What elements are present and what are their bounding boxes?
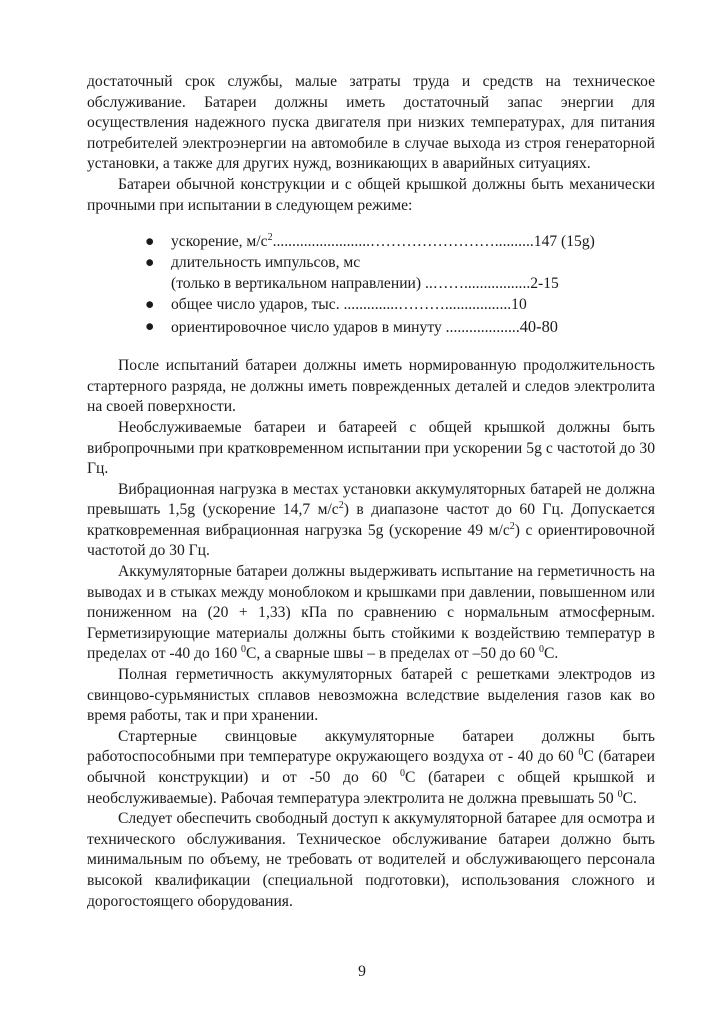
- bullet-icon: ●: [145, 317, 155, 335]
- list-item-acceleration: ● ускорение, $м/с^2.........................\dots\dots\dots\dots\dots\dots\dots\dots..........147$ (15g): [145, 232, 655, 253]
- page-number: 9: [358, 963, 366, 980]
- paragraph-mechanical-strength: Батареи обычной конструкции и с общей крышкой должны быть механически прочными при испытании в следующем режиме:: [87, 175, 655, 214]
- paragraph-vibration-load: Вибрационная нагрузка в местах установки аккумуляторных батарей не должна превышать 1,5g (ускорение 14,7 $м/с^2$) в диапазоне частот до 60 Гц. Допускается кратковременная вибрационная нагрузка 5g (ускорение 49 $м/с^2$) с ориентировочной частотой до 30 Гц.: [87, 480, 655, 560]
- paragraph-full-tightness: Полная герметичность аккумуляторных батарей с решетками электродов из свинцово-сурьмянистых сплавов невозможна вследствие выделения газов как во время работы, так и при хранении.: [87, 666, 655, 725]
- bullet-icon: ●: [145, 254, 155, 272]
- paragraph-service-life: достаточный срок службы, малые затраты труда и средств на техническое обслуживание. Батареи должны иметь достаточный запас энергии для осуществления надежного пуска двигателя при низких температурах, для питания потребителей электроэнергии на автомобиле в случае выхода из строя генераторной установки, а также для других нужд, возникающих в аварийных ситуациях.: [87, 73, 655, 173]
- list-item-pulse-duration-continued: (только в вертикальном направлении) ..…….................2-15: [171, 275, 559, 293]
- document-page: [87, 72, 655, 912]
- paragraph-operating-temperature: Стартерные свинцовые аккумуляторные батареи должны быть работоспособными при температуре окружающего воздуха от - 40 до 60 $^0$С (батареи обычной конструкции) и от -50 до 60 $^0$С (батареи с общей крышкой и необслуживаемые). Рабочая температура электролита не должна превышать 50 $^0$С.: [87, 727, 655, 807]
- bullet-icon: ●: [145, 233, 155, 251]
- bullet-icon: ●: [145, 296, 155, 314]
- test-mode-list: [87, 232, 655, 338]
- list-item-total-impacts: ● общее число ударов, тыс. ..............……….................10: [145, 295, 655, 316]
- list-item-pulse-duration: ● длительность импульсов, мс: [145, 253, 655, 274]
- paragraph-after-tests: После испытаний батареи должны иметь нормированную продолжительность стартерного разряда, не должны иметь поврежденных деталей и следов электролита на своей поверхности.: [87, 357, 655, 416]
- paragraph-maintenance-free: Необслуживаемые батареи и батареей с общей крышкой должны быть вибропрочными при кратковременном испытании при ускорении 5g с частотой до 30 Гц.: [87, 418, 655, 478]
- paragraph-tightness: Аккумуляторные батареи должны выдерживать испытание на герметичность на выводах и в стыках между моноблоком и крышками при давлении, повышенном или пониженном на (20 + 1,33) кПа по сравнению с нормальным атмосферным. Герметизирующие материалы должны быть стойкими к воздействию температур в пределах от -40 до 160 $^0$С, а сварные швы – в пределах от –50 до 60 $^0$С.: [87, 563, 655, 663]
- paragraph-access-maintenance: Следует обеспечить свободный доступ к аккумуляторной батарее для осмотра и технического обслуживания. Техническое обслуживание батареи должно быть минимальным по объему, не требовать от водителей и обслуживающего персонала высокой квалификации (специальной подготовки), использования сложного и дорогостоящего оборудования.: [87, 810, 655, 910]
- list-item-impacts-per-minute: ● ориентировочное число ударов в минуту ...................40-80: [145, 316, 558, 336]
